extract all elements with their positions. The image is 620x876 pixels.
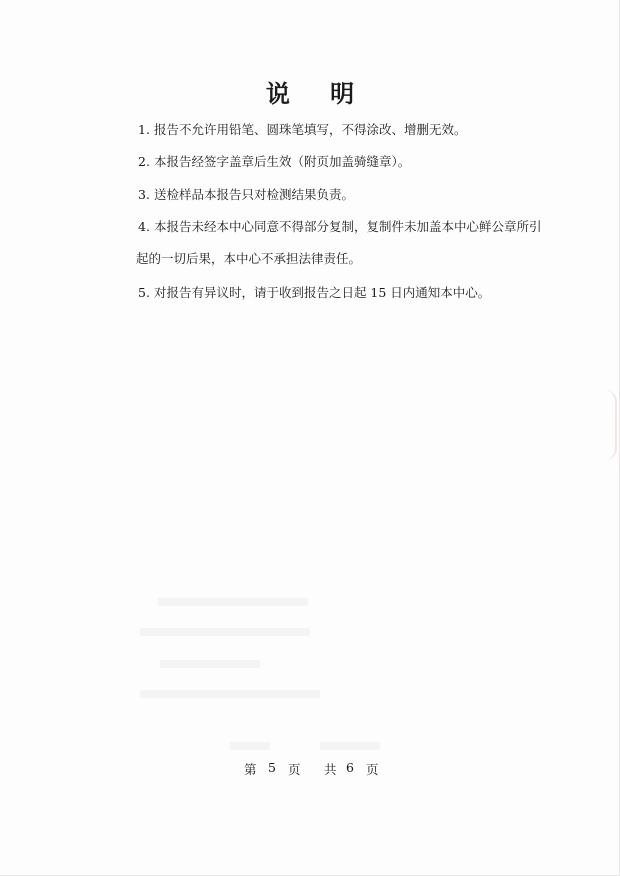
note-item-1	[138, 115, 558, 145]
note-item-2	[138, 147, 558, 177]
total-number: 6	[346, 760, 354, 775]
note-item-4-continuation	[136, 244, 556, 274]
total-label: 页	[366, 762, 379, 777]
note-number: 1.	[138, 122, 150, 137]
note-text: 本报告经签字盖章后生效（附页加盖骑缝章）。	[153, 154, 411, 169]
page-label: 页	[288, 762, 301, 777]
seal-edge-mark	[605, 390, 617, 460]
page-title: 说 明	[265, 79, 371, 108]
note-number: 2.	[138, 154, 150, 169]
note-text: 送检样品本报告只对检测结果负责。	[153, 187, 354, 202]
note-text: 起的一切后果，本中心不承担法律责任。	[136, 251, 362, 266]
note-item-4	[138, 212, 558, 242]
note-text: 对报告有异议时，请于收到报告之日起 15 日内通知本中心。	[153, 285, 491, 300]
note-item-5	[138, 278, 558, 308]
note-number: 3.	[138, 187, 150, 202]
note-number: 5.	[138, 285, 150, 300]
note-number: 4.	[138, 219, 150, 234]
note-text: 报告不允许用铅笔、圆珠笔填写，不得涂改、增删无效。	[153, 122, 467, 137]
page-number: 5	[268, 760, 276, 775]
page-prefix: 第	[244, 762, 257, 777]
note-item-3	[138, 180, 558, 210]
note-text: 本报告未经本中心同意不得部分复制，复制件未加盖本中心鲜公章所引	[153, 219, 542, 234]
total-prefix: 共	[324, 762, 337, 777]
